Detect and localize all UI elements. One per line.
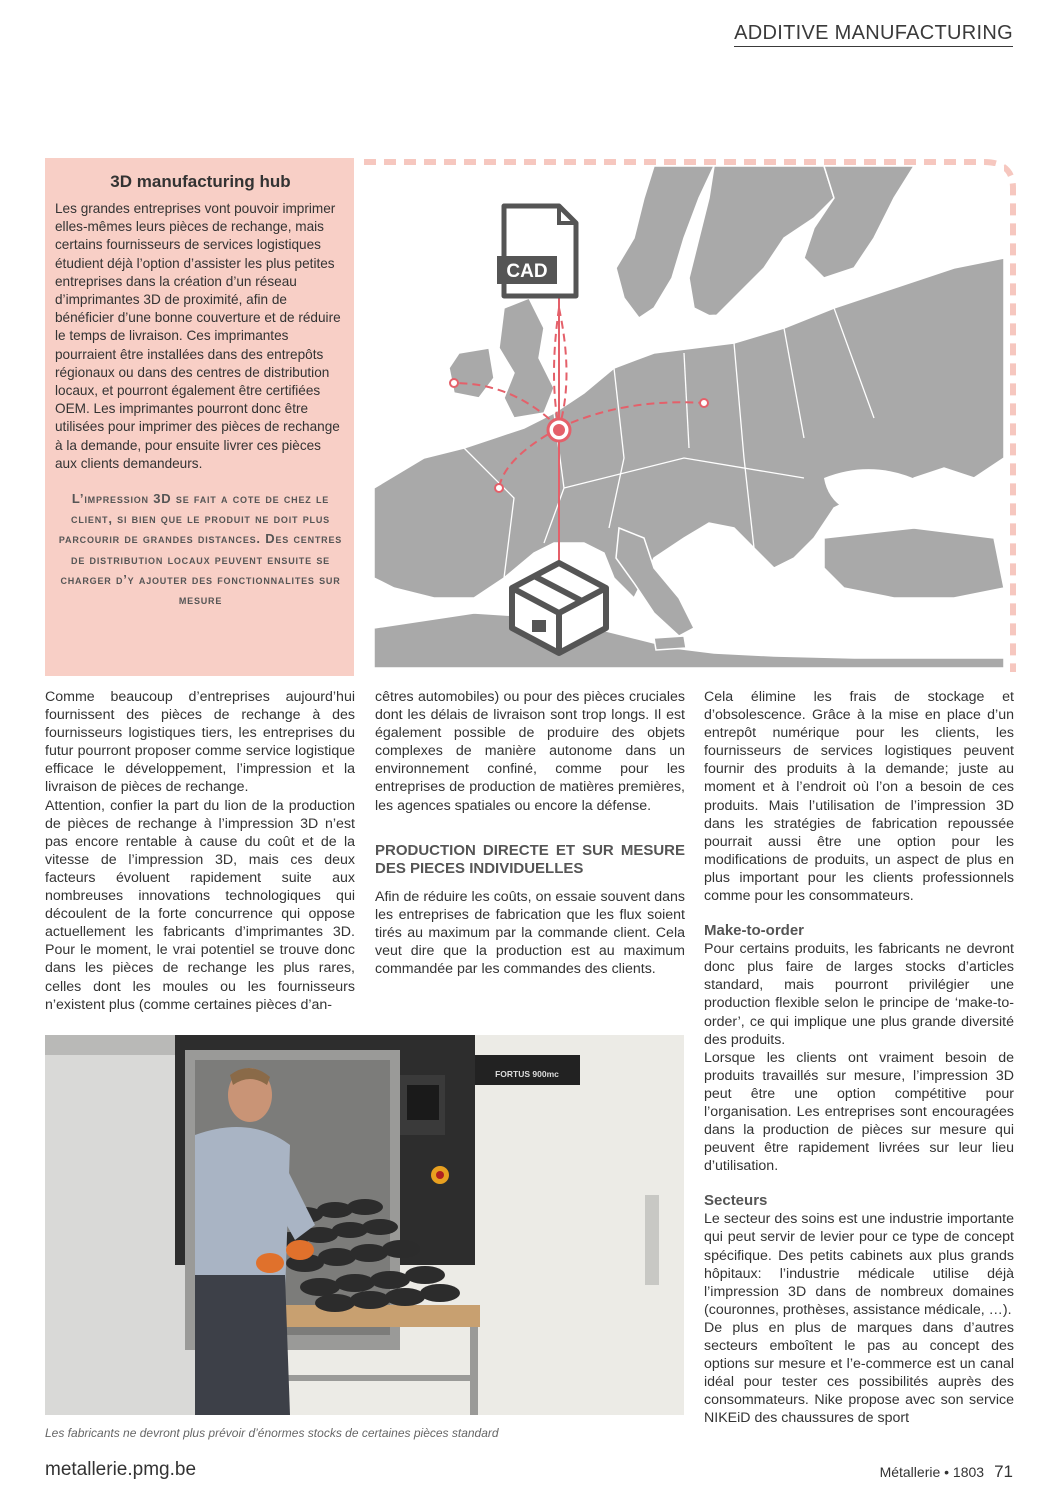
- footer-website-link[interactable]: metallerie.pmg.be: [45, 1459, 197, 1480]
- factory-photo: [45, 1035, 684, 1415]
- hub-title: 3D manufacturing hub: [110, 172, 291, 191]
- col3-paragraph-4: Le secteur des soins est une industrie importante qui peut servir de levier pour ce type de concept spécifique. Des petits cabinets aux plus grands hôpitaux: l’industrie médicale utilise déjà l’impression 3D dans de nombreux domaines (couronnes, prothèses, assistance médicale, …).: [704, 1211, 1014, 1318]
- footer-issue-info: [880, 1462, 1013, 1482]
- page-number: 71: [994, 1462, 1013, 1481]
- col2-subheading: PRODUCTION DIRECTE ET SUR MESURE DES PIECES INDIVIDUELLES: [375, 841, 685, 877]
- col2-paragraph-1: cêtres automobiles) ou pour des pièces cruciales dont les délais de livraison sont trop longs. Il est également possible de produire des objets complexes de manière autonome dans un environnement confiné, comme pour les entreprises de production de matières premières, les agences spatiales ou encore la défense.: [375, 689, 685, 814]
- photo-caption: Les fabricants ne devront plus prévoir d’énormes stocks de certaines pièces standard: [45, 1426, 499, 1440]
- col3-heading-make-to-order: Make-to-order: [704, 922, 805, 940]
- col3-heading-secteurs: Secteurs: [704, 1192, 768, 1210]
- cad-label: CAD: [506, 261, 548, 282]
- europe-map-illustration: [354, 158, 1017, 676]
- node-uk: [450, 379, 458, 387]
- cad-file-icon: [497, 206, 576, 296]
- col3-paragraph-5: De plus en plus de marques dans d’autres secteurs emboîtent le pas au concept des options sur mesure et l’e-commerce est un canal idéal pour tester ces possibilités auprès des consommateurs. Nike propose avec son service NIKEiD des chaussures de sport: [704, 1319, 1014, 1427]
- hub-pull-quote: L’impression 3D se fait a cote de chez le client, si bien que le produit ne doit plus parcourir de grandes distances. Des centres de distribution locaux peuvent ensuite se charger d’y ajouter des fonctionnalites sur mesure: [58, 491, 343, 608]
- col1-paragraph-1: Comme beaucoup d’entreprises aujourd’hui fournissent des pièces de rechange à des fournisseurs logistiques tiers, les entreprises du futur pourront proposer comme service logistique efficace le développement, l’impression et la livraison de pièces de rechange.: [45, 689, 355, 796]
- col2-paragraph-2: Afin de réduire les coûts, on essaie souvent dans les entreprises de fabrication que les flux soient tirés au maximum par la commande client. Cela veut dire que la production est au maximum commandée par les commandes des clients.: [375, 888, 685, 978]
- article-column-2: [375, 688, 685, 978]
- node-east: [700, 399, 708, 407]
- section-header: ADDITIVE MANUFACTURING: [734, 22, 1013, 44]
- col1-paragraph-2: Attention, confier la part du lion de la production de pièces de rechange à l’impression 3D n’est pas encore rentable à cause du coût et de la vitesse de l’impression 3D, mais ces deux facteurs évoluent rapidement suite aux nombreuses innovations technologiques qui découlent de la forte concurrence qui oppose actuellement les fabricants d’imprimantes 3D. Pour le moment, le vrai potentiel se trouve donc dans les pièces de rechange les plus rares, celles dont les moules ou les fournisseurs n’existent plus (comme certaines pièces d’an-: [45, 797, 355, 1013]
- col3-paragraph-3: Lorsque les clients ont vraiment besoin de produits travaillés sur mesure, l’impression 3D peut être une option compétitive pour l’organisation. Les entreprises sont encouragées dans la production de pièces sur mesure qui peuvent être rapidement livrées sur leur lieu d’utilisation.: [704, 1049, 1014, 1175]
- node-france: [495, 484, 503, 492]
- article-column-3: [704, 688, 1014, 1427]
- hub-sidebar-box: [45, 158, 354, 676]
- machine-label: FORTUS 900mc: [495, 1069, 559, 1079]
- footer-issue: Métallerie • 1803: [879, 1464, 985, 1480]
- col3-paragraph-1: Cela élimine les frais de stockage et d’obsolescence. Grâce à la mise en place d’un entrepôt numérique pour les clients, les fournisseurs de services logistiques peuvent fournir des produits à la demande; juste au moment et à l’endroit où l’on a besoin de ces produits. Mais l’utilisation de l’impression 3D dans les stratégies de fabrication repoussée pourrait aussi être une option pour les modifications de produits, un aspect de plus en plus important pour les clients professionnels comme pour les consommateurs.: [704, 689, 1014, 905]
- article-column-1: [45, 688, 355, 1014]
- col3-paragraph-2: Pour certains produits, les fabricants ne devront donc plus faire de larges stocks d’articles standard, mais pourront privilégier une production flexible selon le principe de ‘make-to-order’, ce qui implique une plus grande diversité des produits.: [704, 941, 1014, 1048]
- hub-body: Les grandes entreprises vont pouvoir imprimer elles-mêmes leurs pièces de rechange, mais certains fournisseurs de services logistiques étudient déjà l’option d’assister les plus petites entreprises dans la création d’un réseau d’imprimantes 3D de proximité, afin de bénéficier d’une bonne couverture et de réduire le temps de livraison. Ces imprimantes pourraient être installées dans des entrepôts régionaux ou dans des centres de distribution locaux, et pourront également être certifiées OEM. Les imprimantes pourront donc être utilisées pour imprimer des pièces de rechange à la demande, pour ensuite livrer ces pièces aux clients demandeurs.: [55, 201, 341, 471]
